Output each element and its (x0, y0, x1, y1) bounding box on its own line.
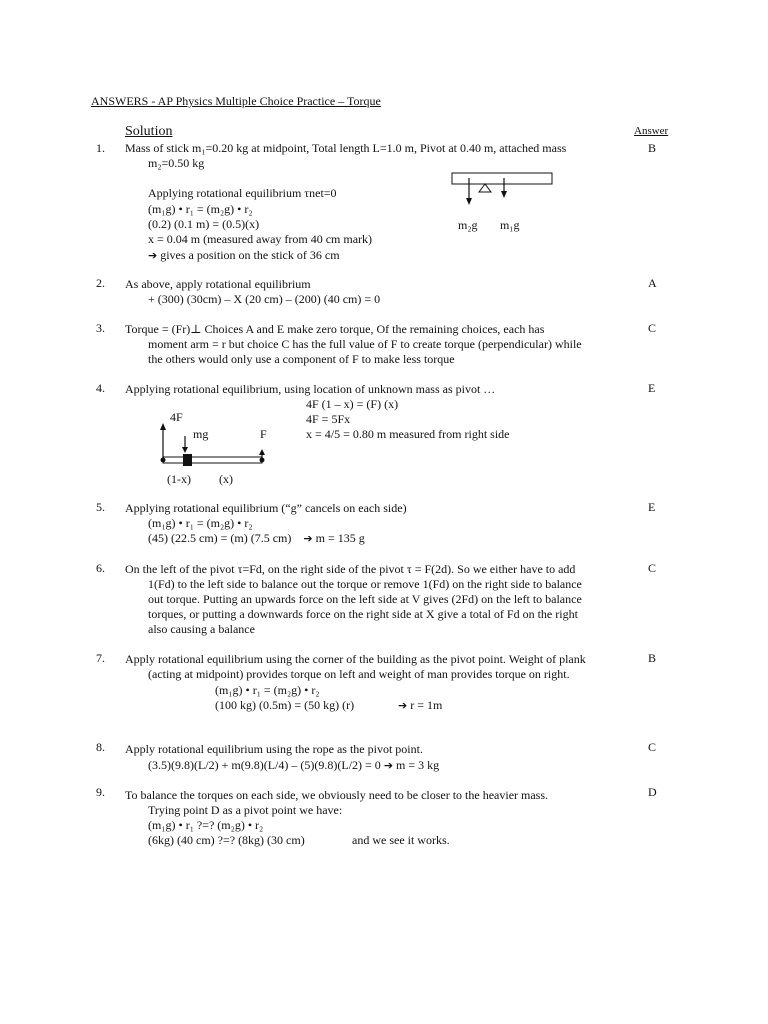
solution-line: On the left of the pivot τ=Fd, on the right side of the pivot τ = F(2d). So we either have to add (125, 562, 576, 576)
solution-line: 1(Fd) to the left side to balance out the torque or remove 1(Fd) on the right side to balance (148, 577, 582, 591)
solution-line: Applying rotational equilibrium, using location of unknown mass as pivot … (125, 382, 496, 396)
problem-number: 6. (96, 561, 105, 575)
solution-line: Apply rotational equilibrium using the corner of the building as the pivot point. Weight of plank (125, 652, 586, 666)
solution-line: ➔ r = 1m (398, 698, 443, 712)
right-arrow-icon: ➔ (398, 699, 408, 712)
label-m2g: m₂g (458, 218, 478, 232)
answer-letter: E (648, 500, 656, 514)
solution-line: (6kg) (40 cm) ?=? (8kg) (30 cm) (148, 833, 305, 847)
problem-number: 4. (96, 381, 105, 395)
problem-number: 9. (96, 785, 105, 799)
beam-end-left (161, 458, 166, 463)
beam-end-right (260, 458, 265, 463)
solution-line: x = 4/5 = 0.80 m measured from right side (306, 427, 510, 441)
right-arrow-icon: ➔ (383, 759, 394, 772)
solution-line: (m₁g) • r₁ = (m₂g) • r₂ (148, 202, 253, 216)
problem-number: 2. (96, 276, 105, 290)
answer-letter: D (648, 785, 657, 799)
solution-line: the others would only use a component of F to make less torque (148, 352, 455, 366)
answer-letter: E (648, 381, 656, 395)
arrowhead (466, 198, 472, 205)
solution-line: (acting at midpoint) provides torque on left and weight of man provides torque on right. (148, 667, 570, 681)
mass-block (183, 454, 192, 466)
arrowhead (182, 447, 188, 453)
solution-line: (m₁g) • r₁ ?=? (m₂g) • r₂ (148, 818, 264, 832)
label-m1g: m₁g (500, 218, 520, 232)
problem-number: 5. (96, 500, 105, 514)
label-1-minus-x: (1-x) (167, 472, 191, 486)
answer-letter: C (648, 561, 657, 575)
solution-line: To balance the torques on each side, we obviously need to be closer to the heavier mass. (125, 788, 549, 802)
arrowhead (259, 449, 265, 455)
solution-line: 4F = 5Fx (306, 412, 351, 426)
solution-line: Trying point D as a pivot point we have: (148, 803, 343, 817)
solution-line: Apply rotational equilibrium using the rope as the pivot point. (125, 742, 423, 756)
solution-line: ➔ gives a position on the stick of 36 cm (148, 248, 340, 262)
label-4f: 4F (170, 410, 183, 424)
label-f: F (260, 427, 267, 441)
solution-line: + (300) (30cm) – X (20 cm) – (200) (40 cm) = 0 (148, 292, 381, 306)
problem-number: 3. (96, 321, 105, 335)
label-mg: mg (193, 427, 209, 441)
solution-line: and we see it works. (352, 833, 450, 847)
solution-line: (3.5)(9.8)(L/2) + m(9.8)(L/4) – (5)(9.8)(L/2) = 0 ➔ m = 3 kg (148, 758, 440, 772)
problem-number: 8. (96, 740, 105, 754)
solution-line: Torque = (Fr)⊥ Choices A and E make zero torque, Of the remaining choices, each has (125, 322, 545, 336)
arrowhead (501, 191, 507, 198)
beam (163, 457, 262, 463)
solution-line: also causing a balance (148, 622, 255, 636)
answer-letter: B (648, 141, 657, 155)
answer-letter: C (648, 740, 657, 754)
solution-line: (45) (22.5 cm) = (m) (7.5 cm) ➔ m = 135 g (148, 531, 365, 545)
solution-line: 4F (1 – x) = (F) (x) (306, 397, 399, 411)
pivot-triangle (479, 184, 491, 192)
answer-letter: A (648, 276, 657, 290)
answer-header: Answer (634, 125, 669, 137)
solution-line: moment arm = r but choice C has the full value of F to create torque (perpendicular) while (148, 337, 582, 351)
solution-line: torques, or putting a downwards force on the right side at X give a total of Fd on the right (148, 607, 578, 621)
solution-line: out torque. Putting an upwards force on the left side at V gives (2Fd) on the left to balance (148, 592, 582, 606)
solution-line: As above, apply rotational equilibrium (125, 277, 311, 291)
label-x: (x) (219, 472, 233, 486)
answer-letter: B (648, 651, 657, 665)
arrowhead (160, 423, 166, 430)
solution-line: x = 0.04 m (measured away from 40 cm mark) (148, 232, 373, 246)
solution-line: Mass of stick m₁=0.20 kg at midpoint, Total length L=1.0 m, Pivot at 0.40 m, attached mass (125, 141, 567, 155)
solution-line: (0.2) (0.1 m) = (0.5)(x) (148, 217, 260, 231)
solution-line: (m₁g) • r₁ = (m₂g) • r₂ (215, 683, 320, 697)
problem-number: 7. (96, 651, 105, 665)
page-title: ANSWERS - AP Physics Multiple Choice Practice – Torque (91, 94, 381, 108)
right-arrow-icon: ➔ (303, 532, 313, 545)
solution-line: Applying rotational equilibrium τnet=0 (148, 186, 337, 200)
beam-diagram-4 (155, 420, 270, 470)
stick (452, 173, 552, 184)
problem-number: 1. (96, 141, 105, 155)
solution-line: m₂=0.50 kg (148, 156, 205, 170)
solution-header: Solution (125, 124, 173, 139)
solution-line: (100 kg) (0.5m) = (50 kg) (r) (215, 698, 355, 712)
answer-letter: C (648, 321, 657, 335)
right-arrow-icon: ➔ (148, 249, 158, 262)
solution-line: (m₁g) • r₁ = (m₂g) • r₂ (148, 516, 253, 530)
solution-line: Applying rotational equilibrium (“g” cancels on each side) (125, 501, 407, 515)
